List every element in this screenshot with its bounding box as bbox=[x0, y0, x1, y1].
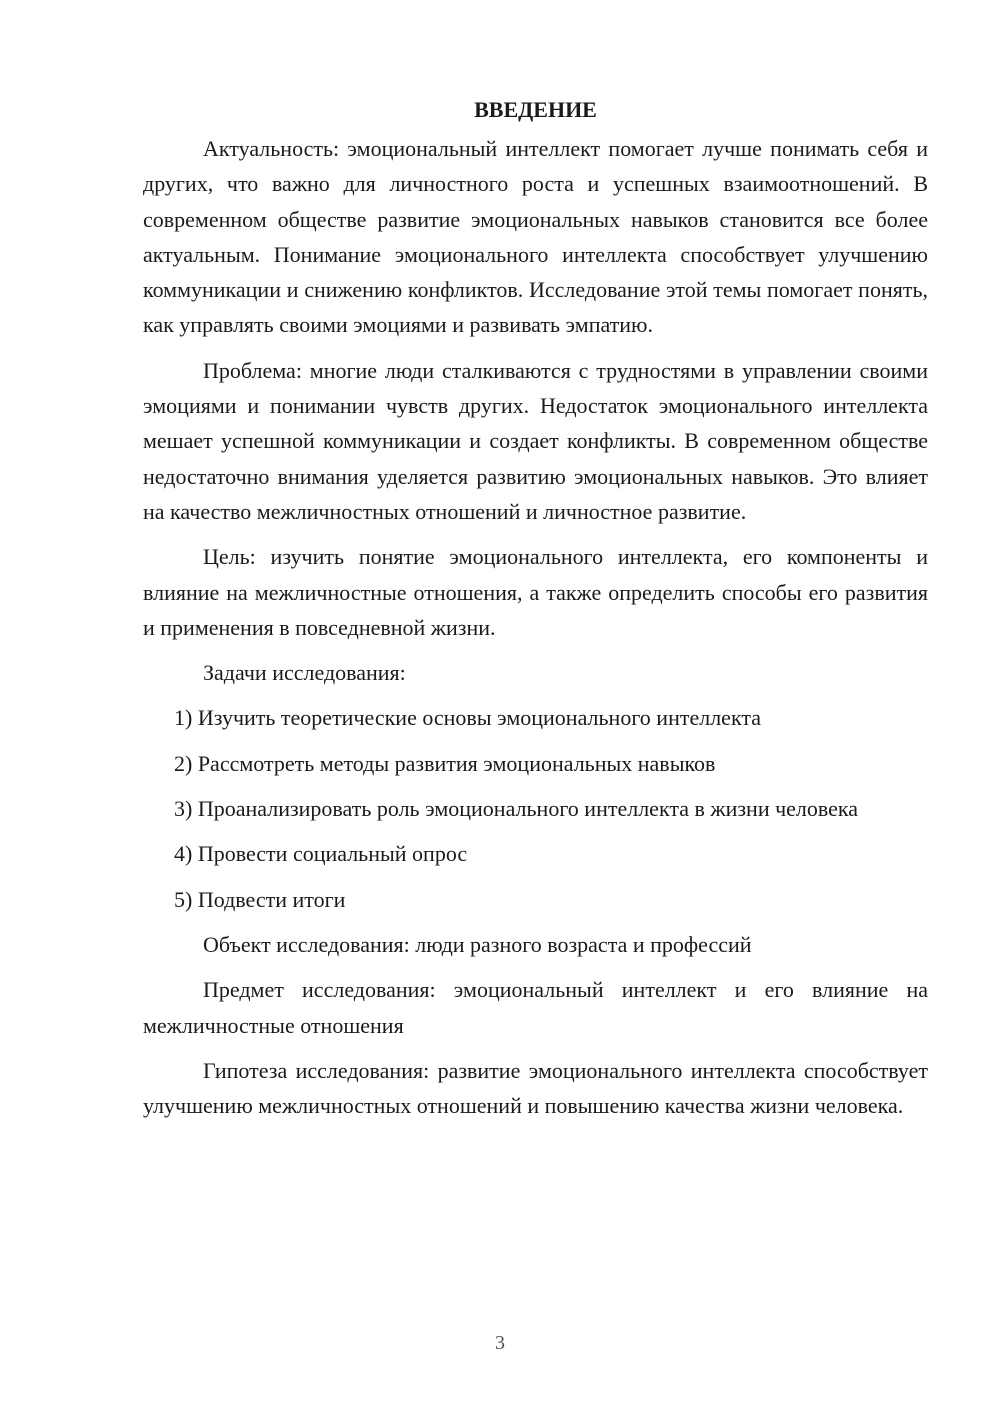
document-page bbox=[143, 92, 928, 1133]
page-number: 3 bbox=[495, 1332, 505, 1354]
subject-paragraph: Предмет исследования: эмоциональный интеллект и его влияние на межличностные отношения bbox=[143, 977, 928, 1038]
task-item-2: 2) Рассмотреть методы развития эмоциональных навыков bbox=[174, 750, 716, 776]
task-item-3: 3) Проанализировать роль эмоционального интеллекта в жизни человека bbox=[174, 796, 859, 822]
object-paragraph: Объект исследования: люди разного возраста и профессий bbox=[203, 931, 752, 957]
section-heading: ВВЕДЕНИЕ bbox=[474, 97, 597, 122]
goal-paragraph: Цель: изучить понятие эмоционального интеллекта, его компоненты и влияние на межличностные отношения, а также определить способы его развития и применения в повседневной жизни. bbox=[143, 544, 928, 640]
task-item-5: 5) Подвести итоги bbox=[174, 886, 346, 912]
problem-paragraph: Проблема: многие люди сталкиваются с трудностями в управлении своими эмоциями и понимании чувств других. Недостаток эмоционального интеллекта мешает успешной коммуникации и создает конфликты. В современном обществе недостаточно внимания уделяется развитию эмоциональных навыков. Это влияет на качество межличностных отношений и личностное развитие. bbox=[143, 357, 928, 524]
relevance-paragraph: Актуальность: эмоциональный интеллект помогает лучше понимать себя и других, что важно для личностного роста и успешных взаимоотношений. В современном обществе развитие эмоциональных навыков становится все более актуальным. Понимание эмоционального интеллекта способствует улучшению коммуникации и снижению конфликтов. Исследование этой темы помогает понять, как управлять своими эмоциями и развивать эмпатию. bbox=[143, 136, 928, 338]
task-item-1: 1) Изучить теоретические основы эмоционального интеллекта bbox=[174, 705, 761, 731]
task-item-4: 4) Провести социальный опрос bbox=[174, 841, 468, 867]
tasks-title: Задачи исследования: bbox=[203, 660, 406, 686]
hypothesis-paragraph: Гипотеза исследования: развитие эмоционального интеллекта способствует улучшению межличностных отношений и повышению качества жизни человека. bbox=[143, 1057, 928, 1119]
